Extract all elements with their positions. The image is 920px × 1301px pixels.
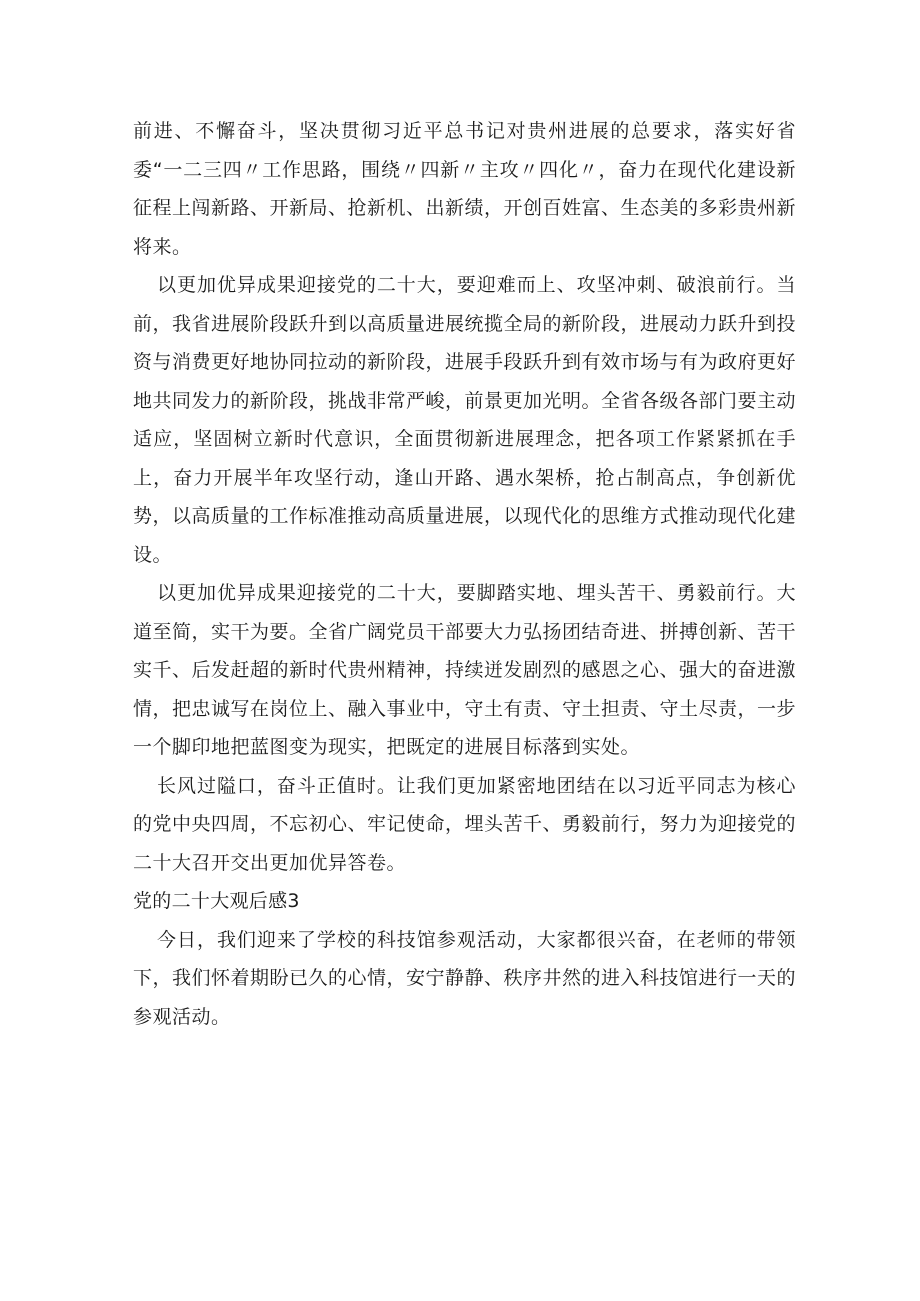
paragraph-continuation: 前进、不懈奋斗，坚决贯彻习近平总书记对贵州进展的总要求，落实好省委“一二三四〃工作思路，围绕〃四新〃主攻〃四化〃，奋力在现代化建设新征程上闯新路、开新局、抢新机、出新绩，开创百姓富、生态美的多彩贵州新将来。: [133, 120, 797, 258]
paragraph-hard-work: 以更加优异成果迎接党的二十大，要脚踏实地、埋头苦干、勇毅前行。大道至简，实干为要。全省广阔党员干部要大力弘扬团结奇进、拼搏创新、苦干实千、后发赶超的新时代贵州精神，持续迸发剧烈的感恩之心、强大的奋进激情，把忠诚写在岗位上、融入事业中，守土有责、守土担责、守土尽责，一步一个脚印地把蓝图变为现实，把既定的进展目标落到实处。: [133, 582, 797, 758]
paragraph-closing: 长风过隘口，奋斗正值时。让我们更加紧密地团结在以习近平同志为核心的党中央四周，不忘初心、牢记使命，埋头苦千、勇毅前行，努力为迎接党的二十大召开交出更加优异答卷。: [133, 774, 797, 874]
document-body: [133, 112, 796, 1036]
paragraph-science-museum: 今日，我们迎来了学校的科技馆参观活动，大家都很兴奋，在老师的带领下，我们怀着期盼已久的心情，安宁静静、秩序井然的进入科技馆进行一天的参观活动。: [133, 928, 797, 1028]
section-heading: 党的二十大观后感3: [133, 890, 300, 912]
paragraph-overcome-difficulties: 以更加优异成果迎接党的二十大，要迎难而上、攻坚冲刺、破浪前行。当前，我省进展阶段跃升到以高质量进展统揽全局的新阶段，进展动力跃升到投资与消费更好地协同拉动的新阶段，进展手段跃升到有效市场与有为政府更好地共同发力的新阶段，挑战非常严峻，前景更加光明。全省各级各部门要主动适应，坚固树立新时代意识，全面贯彻新进展理念，把各项工作紧紧抓在手上，奋力开展半年攻坚行动，逢山开路、遇水架桥，抢占制高点，争创新优势，以高质量的工作标准推动高质量进展，以现代化的思维方式推动现代化建设。: [133, 274, 797, 566]
